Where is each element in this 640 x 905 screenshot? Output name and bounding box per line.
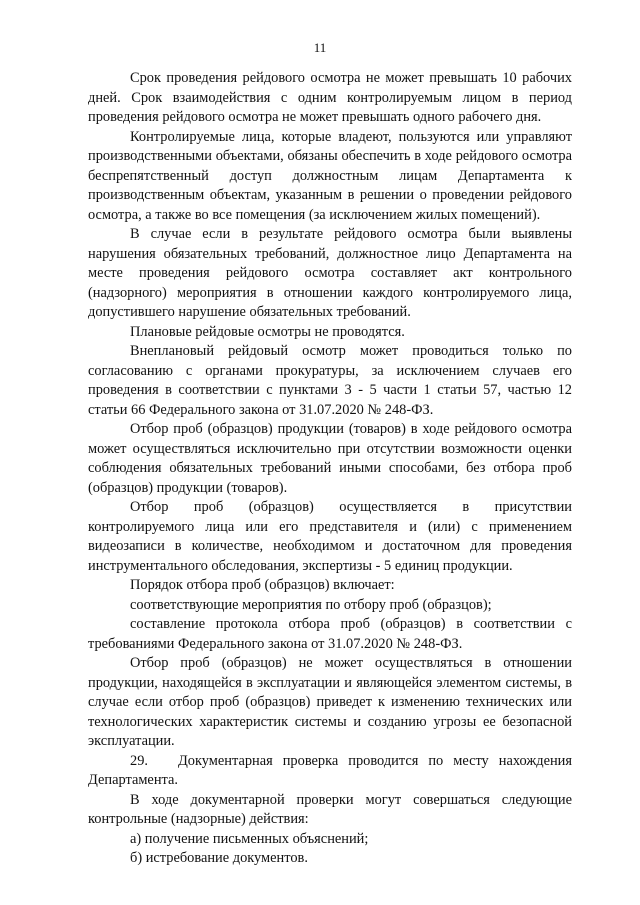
paragraph-controlled-persons-access: Контролируемые лица, которые владеют, пользуются или управляют производственными объектами, обязаны обеспечить в ходе рейдового осмотра беспрепятственный доступ должностным лицам Департамента к производственным объектам, указанным в решении о проведении рейдового осмотра, а также во все помещения (за исключением жилых помещений). — [88, 128, 572, 223]
paragraph-sampling-measures: соответствующие мероприятия по отбору проб (образцов); — [130, 596, 492, 613]
paragraph-sampling-conditions: Отбор проб (образцов) продукции (товаров) в ходе рейдового осмотра может осуществляться исключительно при отсутствии возможности оценки соблюдения обязательных требований иными способами, без отбора проб (образцов) продукции (товаров). — [88, 421, 572, 496]
paragraph-planned-raids: Плановые рейдовые осмотры не проводятся. — [130, 323, 405, 340]
paragraph-documentary-actions: В ходе документарной проверки могут совершаться следующие контрольные (надзорные) действия: — [88, 791, 572, 827]
document-body — [88, 69, 576, 869]
paragraph-unplanned-raid: Внеплановый рейдовый осмотр может проводиться только по согласованию с органами прокуратуры, за исключением случаев его проведения в соответствии с пунктами 3 - 5 части 1 статьи 57, частью 12 статьи 66 Федерального закона от 31.07.2020 № 248-ФЗ. — [88, 343, 572, 418]
paragraph-documentary-check: 29. Документарная проверка проводится по месту нахождения Департамента. — [88, 752, 576, 788]
list-item-document-request: б) истребование документов. — [130, 850, 308, 866]
paragraph-sampling-presence: Отбор проб (образцов) осуществляется в присутствии контролируемого лица или его представителя и (или) с применением видеозаписи в количестве, необходимом и достаточном для проведения инструментального обследования, экспертизы - 5 единиц продукции. — [88, 499, 572, 574]
list-item-written-explanations: а) получение письменных объяснений; — [130, 830, 369, 847]
paragraph-sampling-protocol: составление протокола отбора проб (образцов) в соответствии с требованиями Федерального закона от 31.07.2020 № 248-ФЗ. — [88, 616, 572, 652]
paragraph-raid-duration: Срок проведения рейдового осмотра не может превышать 10 рабочих дней. Срок взаимодействия с одним контролируемым лицом в период проведения рейдового осмотра не может превышать одного рабочего дня. — [88, 70, 572, 125]
paragraph-sampling-procedure: Порядок отбора проб (образцов) включает: — [130, 577, 395, 593]
paragraph-sampling-restriction: Отбор проб (образцов) не может осуществляться в отношении продукции, находящейся в эксплуатации и являющейся элементом системы, в случае если отбор проб (образцов) приведет к изменению технических или технологических характеристик системы и созданию угрозы ее безопасной эксплуатации. — [88, 655, 572, 749]
page-number: 11 — [313, 40, 327, 55]
paragraph-violations-act: В случае если в результате рейдового осмотра были выявлены нарушения обязательных требований, должностное лицо Департамента на месте проведения рейдового осмотра составляет акт контрольного (надзорного) мероприятия в отношении каждого контролируемого лица, допустившего нарушение обязательных требований. — [88, 226, 572, 320]
